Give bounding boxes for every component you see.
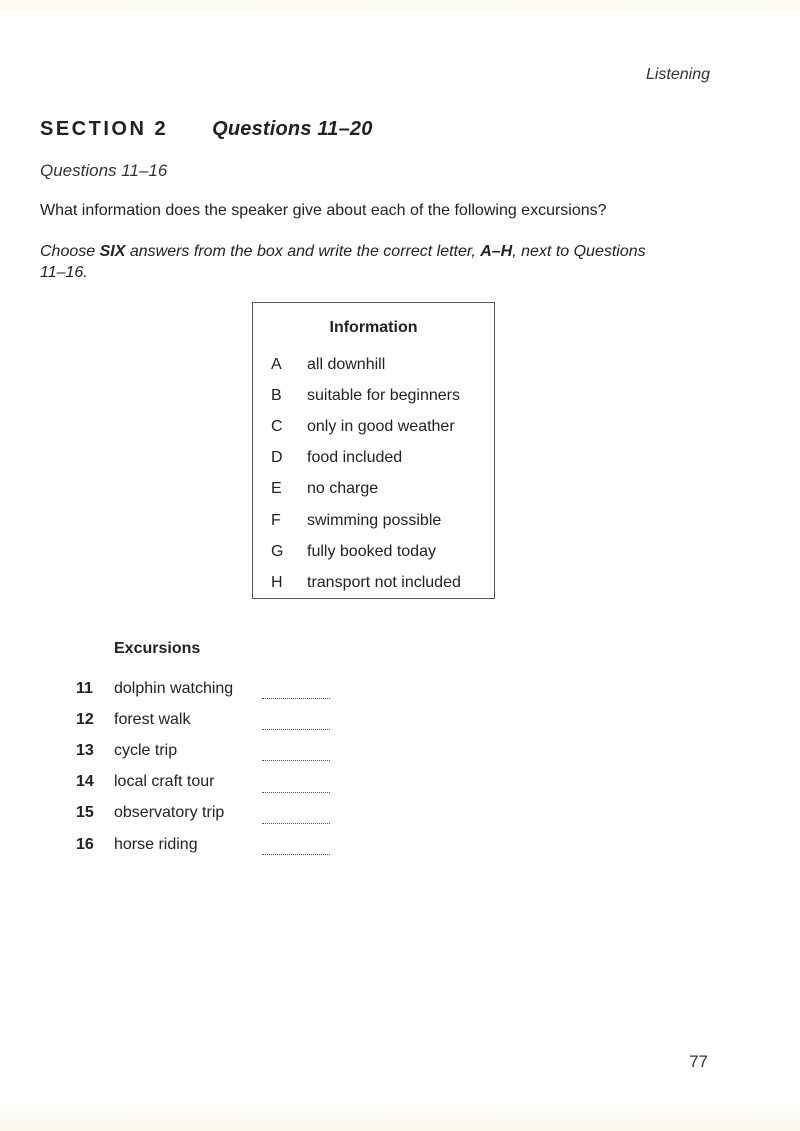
option-text: swimming possible bbox=[307, 511, 442, 529]
question-prompt: What information does the speaker give about each of the following excursions? bbox=[40, 202, 607, 219]
option-letter: E bbox=[271, 480, 282, 498]
excursion-question-list bbox=[76, 673, 330, 860]
answer-blank[interactable] bbox=[262, 684, 330, 699]
instruction-text bbox=[40, 241, 660, 283]
information-box bbox=[252, 302, 495, 599]
information-option bbox=[253, 349, 494, 380]
section-label: SECTION 2 bbox=[40, 118, 169, 140]
option-letter: B bbox=[271, 386, 282, 404]
page-top-edge bbox=[0, 0, 800, 22]
information-option bbox=[253, 411, 494, 442]
excursion-name: dolphin watching bbox=[114, 679, 234, 697]
information-box-title: Information bbox=[329, 319, 418, 336]
option-text: only in good weather bbox=[307, 417, 455, 435]
information-option bbox=[253, 567, 494, 598]
excursion-question bbox=[76, 767, 330, 798]
answer-blank[interactable] bbox=[262, 809, 330, 824]
option-letter: D bbox=[271, 449, 283, 467]
option-letter: C bbox=[271, 417, 283, 435]
instruction-part-2: answers from the box and write the correct letter, bbox=[125, 243, 481, 260]
option-letter: A bbox=[271, 355, 282, 373]
information-option bbox=[253, 474, 494, 505]
question-number: 13 bbox=[76, 741, 94, 759]
excursion-question bbox=[76, 735, 330, 766]
excursion-question bbox=[76, 798, 330, 829]
instruction-part-3: , next to Questions 11–16. bbox=[40, 243, 646, 281]
question-number: 14 bbox=[76, 773, 94, 791]
answer-blank[interactable] bbox=[262, 778, 330, 793]
running-head: Listening bbox=[645, 66, 710, 83]
option-text: food included bbox=[307, 449, 403, 467]
excursion-question bbox=[76, 704, 330, 735]
answer-blank[interactable] bbox=[262, 746, 330, 761]
question-number: 11 bbox=[76, 679, 93, 697]
question-number: 16 bbox=[76, 835, 94, 853]
option-letter: G bbox=[271, 542, 284, 560]
excursion-question bbox=[76, 829, 330, 860]
information-option bbox=[253, 380, 494, 411]
option-text: transport not included bbox=[307, 573, 461, 591]
subsection-heading: Questions 11–16 bbox=[40, 161, 168, 180]
excursion-name: forest walk bbox=[114, 710, 191, 728]
excursion-question bbox=[76, 673, 330, 704]
option-text: suitable for beginners bbox=[307, 386, 460, 404]
information-option bbox=[253, 443, 494, 474]
instruction-bold-count: SIX bbox=[99, 243, 126, 260]
option-text: no charge bbox=[307, 480, 379, 498]
question-number: 12 bbox=[76, 710, 94, 728]
page-bottom-edge bbox=[0, 1101, 800, 1131]
information-options-list bbox=[253, 349, 494, 599]
section-questions-range: Questions 11–20 bbox=[212, 118, 373, 140]
instruction-part-1: Choose bbox=[40, 243, 100, 260]
excursion-name: horse riding bbox=[114, 835, 198, 853]
option-letter: F bbox=[271, 511, 281, 529]
excursion-name: observatory trip bbox=[114, 804, 225, 822]
excursion-name: local craft tour bbox=[114, 773, 215, 791]
option-text: all downhill bbox=[307, 355, 386, 373]
information-option bbox=[253, 536, 494, 567]
option-letter: H bbox=[271, 573, 283, 591]
option-text: fully booked today bbox=[307, 542, 436, 560]
excursion-name: cycle trip bbox=[114, 741, 178, 759]
instruction-bold-range: A–H bbox=[480, 243, 513, 260]
page-number: 77 bbox=[689, 1052, 708, 1071]
answer-blank[interactable] bbox=[262, 840, 330, 855]
information-option bbox=[253, 505, 494, 536]
answer-blank[interactable] bbox=[262, 715, 330, 730]
question-number: 15 bbox=[76, 804, 94, 822]
section-heading bbox=[40, 118, 373, 141]
excursions-heading: Excursions bbox=[114, 640, 201, 657]
